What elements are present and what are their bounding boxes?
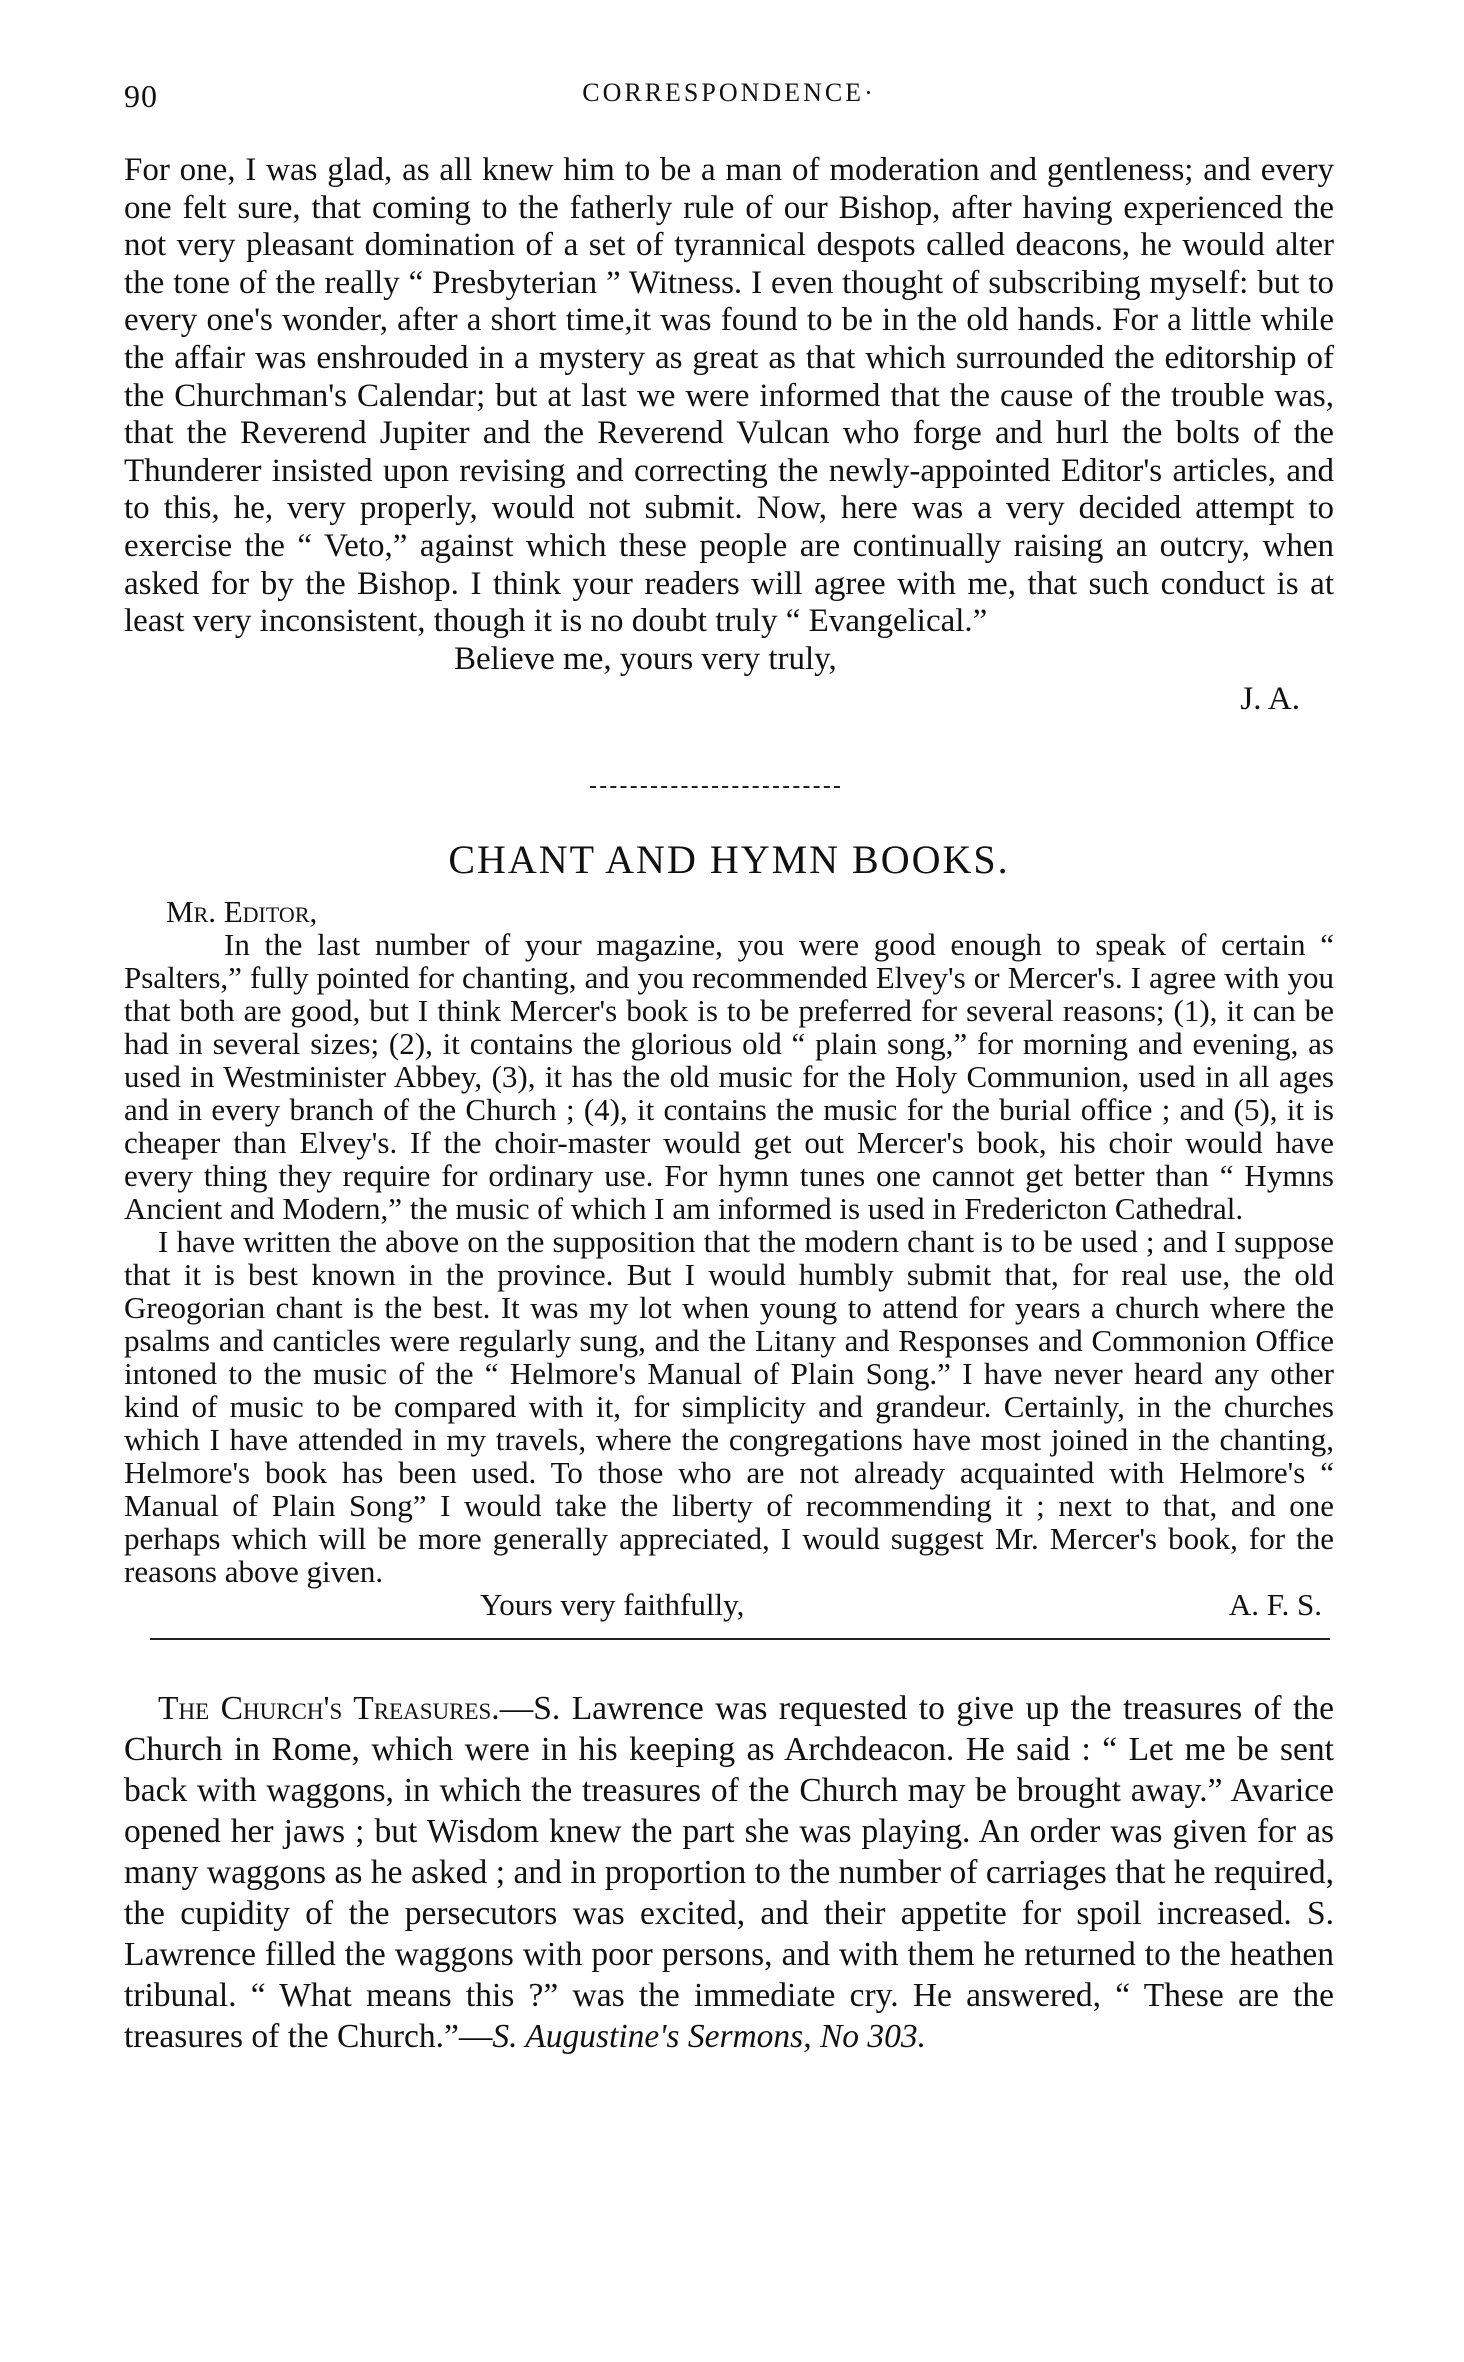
page-number: 90 xyxy=(124,78,158,114)
letter-afs-closing: Yours very faithfully, xyxy=(480,1587,745,1622)
article-title: CHANT AND HYMN BOOKS. xyxy=(448,837,1010,882)
letter-ja-closing: Believe me, yours very truly, xyxy=(454,640,837,677)
running-head: CORRESPONDENCE· xyxy=(582,78,876,107)
letter-afs-signature: A. F. S. xyxy=(1228,1587,1322,1622)
letter-afs-signoff xyxy=(124,1588,1334,1624)
letter-afs-salutation: Mr. Editor, xyxy=(166,894,318,929)
section-separator xyxy=(590,786,840,788)
letter-afs-paragraph-2: I have written the above on the supposition that the modern chant is to be used ; and I suppose that it is best known in the province. But I would humbly submit that, for real use, the old Greogorian chant is the best. It was my lot when young to attend for years a church where the psalms and canticles were regularly sung, and the Litany and Responses and Commonion Office intoned to the music of the “ Helmore's Manual of Plain Song.” I have never heard any other kind of music to be compared with it, for simplicity and grandeur. Certainly, in the churches which I have attended in my travels, where the congregations have most joined in the chanting, Helmore's book has been used. To those who are not already acquainted with Helmore's “ Manual of Plain Song” I would take the liberty of recommending it ; next to that, and one perhaps which will be more generally appreciated, I would suggest Mr. Mercer's book, for the reasons above given. xyxy=(124,1224,1334,1589)
letter-afs-paragraph-1: In the last number of your magazine, you were good enough to speak of certain “ Psalters,” fully pointed for chanting, and you recommended Elvey's or Mercer's. I agree with you that both are good, but I think Mercer's book is to be preferred for several reasons; (1), it can be had in several sizes; (2), it contains the glorious old “ plain song,” for morning and evening, as used in Westminister Abbey, (3), it has the old music for the Holy Communion, used in all ages and in every branch of the Church ; (4), it contains the music for the burial office ; and (5), it is cheaper than Elvey's. If the choir-master would get out Mercer's book, his choir would have every thing they require for ordinary use. For hymn tunes one cannot get better than “ Hymns Ancient and Modern,” the music of which I am informed is used in Fredericton Cathedral. xyxy=(124,927,1334,1226)
church-treasures-section xyxy=(124,1688,1334,2057)
page-header xyxy=(124,72,1334,116)
church-treasures-body: —S. Lawrence was requested to give up the treasures of the Church in Rome, which were in his keeping as Archdeacon. He said : “ Let me be sent back with waggons, in which the treasures of the Church may be brought away.” Avarice opened her jaws ; but Wisdom knew the part she was playing. An order was given for as many waggons as he asked ; and in proportion to the number of carriages that he required, the cupidity of the persecutors was excited, and their appetite for spoil increased. S. Lawrence filled the waggons with poor persons, and with them he returned to the heathen tribunal. “ What means this ?” was the immediate cry. He answered, “ These are the treasures of the Church.”— xyxy=(124,1690,1335,2055)
letter-afs xyxy=(124,895,1334,1624)
letter-ja-body: For one, I was glad, as all knew him to be a man of moderation and gentleness; and every one felt sure, that coming to the fatherly rule of our Bishop, after having experienced the not very pleasant domination of a set of tyrannical despots called deacons, he would alter the tone of the really “ Presbyterian ” Witness. I even thought of subscribing myself: but to every one's wonder, after a short time,it was found to be in the old hands. For a little while the affair was enshrouded in a mystery as great as that which surrounded the editorship of the Churchman's Calendar; but at last we were informed that the cause of the trouble was, that the Reverend Jupiter and the Reverend Vulcan who forge and hurl the bolts of the Thunderer insisted upon revising and correcting the newly-appointed Editor's articles, and to this, he, very properly, would not submit. Now, here was a very decided attempt to exercise the “ Veto,” against which these people are continually raising an outcry, when asked for by the Bishop. I think your readers will agree with me, that such conduct is at least very inconsistent, though it is no doubt truly “ Evangelical.” xyxy=(124,152,1334,640)
letter-ja-signoff xyxy=(124,640,1334,717)
letter-ja xyxy=(124,152,1334,717)
horizontal-rule xyxy=(150,1638,1330,1640)
church-treasures-paragraph xyxy=(124,1688,1334,2057)
church-treasures-heading: The Church's Treasures. xyxy=(158,1690,500,1727)
church-treasures-source: S. Augustine's Sermons, No 303. xyxy=(492,2018,927,2055)
letter-ja-signature: J. A. xyxy=(1240,680,1300,717)
